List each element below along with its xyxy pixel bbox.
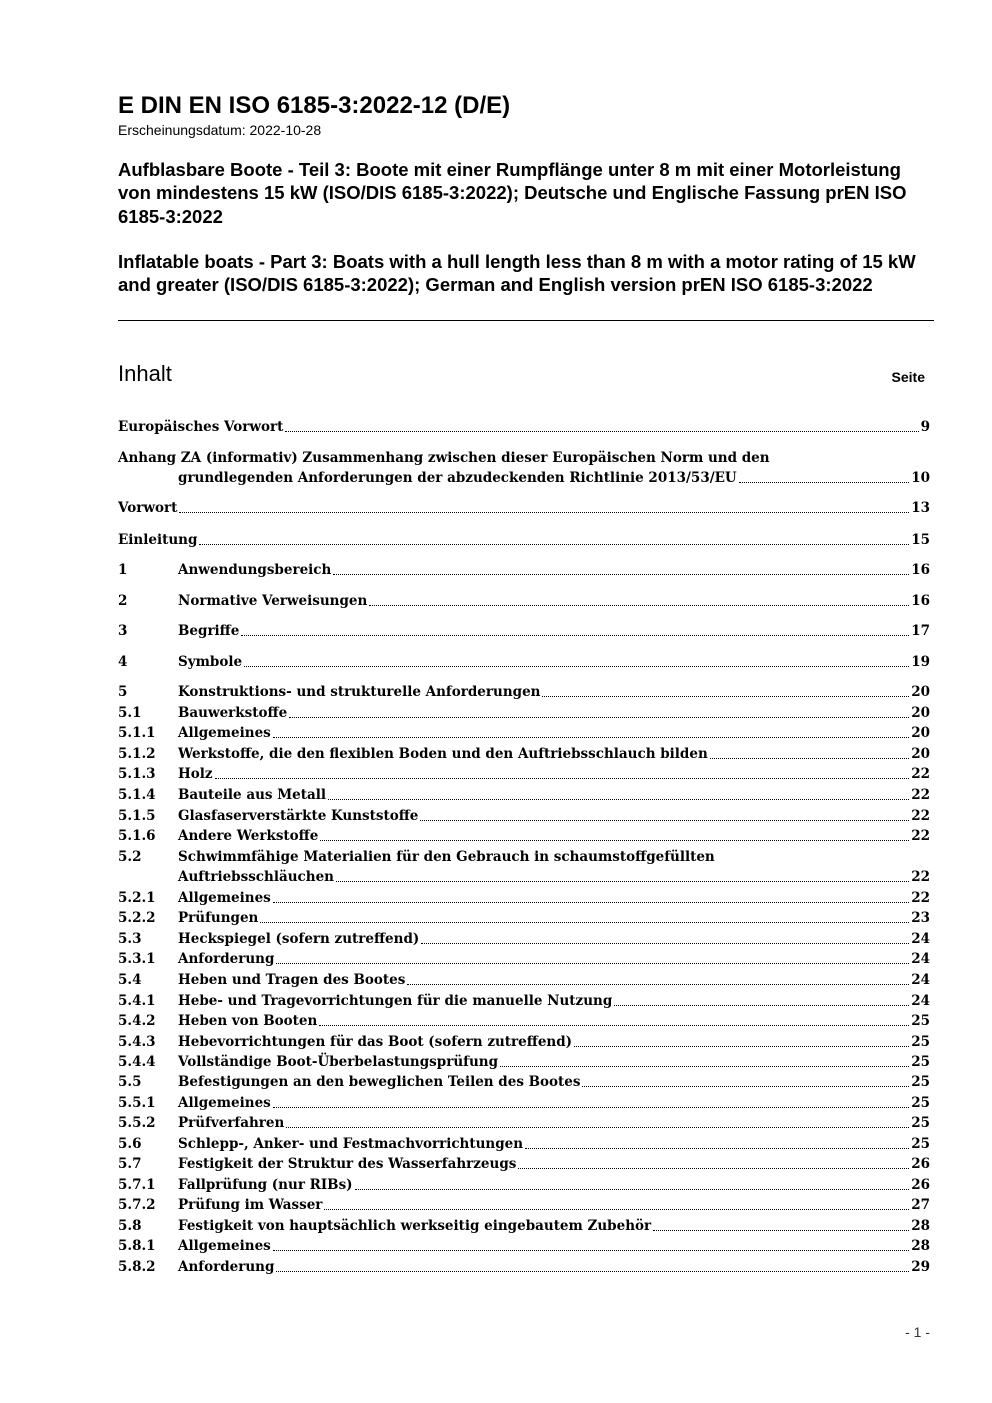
title-english: Inflatable boats - Part 3: Boats with a hull length less than 8 m with a motor rating of 15 kW and greater (ISO/DIS 6185-3:2022); German and English version prEN ISO 6185-3:2022 [118,251,916,296]
toc-entry[interactable] [118,1235,930,1255]
toc-entry-title: Symbole [178,654,243,670]
toc-entry-number: 5.4.3 [118,1034,156,1050]
toc-entry[interactable] [118,907,930,927]
toc-entry-number: 5.1.4 [118,787,156,803]
toc-entry-number: 5.1.3 [118,766,156,782]
toc-entry-page: 22 [911,828,930,844]
toc-entry-number: 5.8.1 [118,1238,156,1254]
toc-entry-number: 5.7.1 [118,1177,156,1193]
toc-entry[interactable] [118,825,930,845]
toc-entry-title: Europäisches Vorwort [118,419,284,435]
toc-entry-number: 2 [118,593,128,609]
toc-page-column-label: Seite [891,369,925,385]
toc-entry-page: 28 [911,1238,930,1254]
toc-leader-dots [199,544,909,545]
toc-entry[interactable] [118,743,930,763]
toc-entry-title: Allgemeines [178,725,271,741]
toc-entry-page: 24 [911,951,930,967]
toc-entry-title: Festigkeit von hauptsächlich werkseitig eingebautem Zubehör [178,1218,652,1234]
page-number: - 1 - [905,1324,930,1340]
toc-entry-title: Anhang ZA (informativ) Zusammenhang zwischen dieser Europäischen Norm und den [118,450,770,466]
toc-entry-number: 5.1.5 [118,808,156,824]
toc-entry-title: Allgemeines [178,1238,271,1254]
toc-entry[interactable] [118,928,930,948]
toc-entry[interactable] [118,447,930,487]
toc-entry-number: 5.8 [118,1218,142,1234]
toc-entry-number: 3 [118,623,128,639]
toc-leader-dots [273,902,909,903]
toc-leader-dots [286,1127,909,1128]
toc-entry-page: 19 [911,654,930,670]
toc-entry[interactable] [118,1112,930,1132]
toc-entry-page: 29 [911,1259,930,1275]
toc-entry-page: 15 [911,532,930,548]
toc-entry-title: Hebe- und Tragevorrichtungen für die manuelle Nutzung [178,993,613,1009]
toc-entry[interactable] [118,651,930,671]
toc-leader-dots [518,1168,909,1169]
toc-leader-dots [241,635,909,636]
toc-entry-page: 25 [911,1095,930,1111]
toc-entry-page: 27 [911,1197,930,1213]
toc-entry-number: 5.4.4 [118,1054,156,1070]
toc-entry[interactable] [118,948,930,968]
toc-entry-page: 9 [920,419,930,435]
toc-leader-dots [289,717,909,718]
toc-entry-number: 5.3 [118,931,142,947]
toc-entry-title-continued: Auftriebsschläuchen [178,869,334,885]
toc-entry[interactable] [118,763,930,783]
toc-entry-page: 22 [911,766,930,782]
toc-entry-title: Andere Werkstoffe [178,828,319,844]
toc-entry-title: Prüfung im Wasser [178,1197,323,1213]
toc-entry[interactable] [118,1133,930,1153]
toc-entry-title: Festigkeit der Struktur des Wasserfahrzeugs [178,1156,517,1172]
toc-leader-dots [369,605,909,606]
toc-entry-page: 20 [911,705,930,721]
toc-leader-dots [273,1107,909,1108]
toc-entry-number: 5.7.2 [118,1197,156,1213]
toc-entry-page: 22 [911,787,930,803]
toc-entry-number: 5.5.1 [118,1095,156,1111]
title-german: Aufblasbare Boote - Teil 3: Boote mit einer Rumpflänge unter 8 m mit einer Motorleistung von mindestens 15 kW (ISO/DIS 6185-3:2022); Deutsche und Englische Fassung prEN ISO 6185-3:2022 [118,159,907,227]
toc-entry-number: 5.4.2 [118,1013,156,1029]
toc-leader-dots [215,778,910,779]
toc-leader-dots [244,666,909,667]
toc-entry-number: 5.2 [118,849,142,865]
toc-entry-page: 20 [911,746,930,762]
toc-entry-page: 24 [911,972,930,988]
toc-leader-dots [421,943,909,944]
toc-entry-title: Fallprüfung (nur RIBs) [178,1177,353,1193]
toc-leader-dots [525,1148,909,1149]
toc-entry-number: 5 [118,684,128,700]
toc-entry-number: 5.3.1 [118,951,156,967]
toc-entry[interactable] [118,681,930,701]
toc-entry-title: Bauteile aus Metall [178,787,326,803]
toc-entry-number: 5.4.1 [118,993,156,1009]
toc-entry-title: Schwimmfähige Materialien für den Gebrauch in schaumstoffgefüllten [178,849,715,865]
toc-leader-dots [407,984,909,985]
toc-entry[interactable] [118,969,930,989]
toc-entry-title: Konstruktions- und strukturelle Anforderungen [178,684,541,700]
toc-entry-page: 24 [911,931,930,947]
toc-entry[interactable] [118,590,930,610]
toc-entry-number: 5.1.6 [118,828,156,844]
toc-leader-dots [276,963,909,964]
toc-leader-dots [500,1066,909,1067]
toc-leader-dots [319,1025,909,1026]
toc-leader-dots [355,1189,910,1190]
toc-entry-number: 5.2.1 [118,890,156,906]
toc-entry-title: Begriffe [178,623,240,639]
toc-entry-page: 16 [911,562,930,578]
toc-entry-page: 23 [911,910,930,926]
toc-leader-dots [574,1046,909,1047]
toc-leader-dots [336,881,909,882]
toc-entry-page: 22 [911,869,930,885]
toc-entry-number: 5.1.1 [118,725,156,741]
toc-entry[interactable] [118,805,930,825]
toc-entry-number: 5.4 [118,972,142,988]
toc-entry-title: Anforderung [178,951,275,967]
toc-leader-dots [273,1250,909,1251]
toc-entry-number: 5.5 [118,1074,142,1090]
toc-entry-page: 25 [911,1074,930,1090]
toc-entry[interactable] [118,722,930,742]
toc-entry[interactable] [118,1051,930,1071]
toc-entry[interactable] [118,784,930,804]
toc-entry[interactable] [118,702,930,722]
toc-entry-number: 5.7 [118,1156,142,1172]
toc-entry-page: 26 [911,1156,930,1172]
toc-entry-page: 25 [911,1034,930,1050]
toc-entry[interactable] [118,620,930,640]
toc-entry[interactable] [118,887,930,907]
toc-entry-title: Normative Verweisungen [178,593,368,609]
toc-leader-dots [276,1271,909,1272]
toc-leader-dots [320,840,909,841]
toc-entry-page: 16 [911,593,930,609]
toc-entry-number: 5.5.2 [118,1115,156,1131]
toc-entry-number: 5.1.2 [118,746,156,762]
toc-entry[interactable] [118,846,930,886]
toc-entry-number: 4 [118,654,128,670]
toc-entry-title: Einleitung [118,532,198,548]
toc-entry-number: 5.6 [118,1136,142,1152]
toc-entry-page: 22 [911,890,930,906]
toc-entry-page: 24 [911,993,930,1009]
toc-entry-number: 5.8.2 [118,1259,156,1275]
toc-entry[interactable] [118,416,930,436]
toc-entry-title-continued: grundlegenden Anforderungen der abzudeckenden Richtlinie 2013/53/EU [178,470,737,486]
toc-entry-title: Glasfaserverstärkte Kunststoffe [178,808,419,824]
toc-leader-dots [273,737,909,738]
toc-entry-page: 25 [911,1013,930,1029]
toc-heading: Inhalt [118,361,172,386]
toc-leader-dots [333,574,909,575]
toc-leader-dots [582,1086,909,1087]
toc-entry-page: 25 [911,1136,930,1152]
table-of-contents [118,0,930,1300]
toc-leader-dots [542,696,909,697]
toc-entry-page: 26 [911,1177,930,1193]
toc-entry-title: Vollständige Boot-Überbelastungsprüfung [178,1054,499,1070]
toc-leader-dots [260,922,909,923]
toc-entry[interactable] [118,1194,930,1214]
toc-leader-dots [285,431,918,432]
toc-entry-title: Hebevorrichtungen für das Boot (sofern zutreffend) [178,1034,573,1050]
toc-entry-page: 17 [911,623,930,639]
toc-leader-dots [710,758,909,759]
toc-entry[interactable] [118,1010,930,1030]
toc-entry-title: Allgemeines [178,1095,271,1111]
toc-entry-title: Heckspiegel (sofern zutreffend) [178,931,420,947]
toc-entry-number: 5.2.2 [118,910,156,926]
toc-leader-dots [653,1230,909,1231]
toc-entry[interactable] [118,1174,930,1194]
toc-entry-title: Werkstoffe, die den flexiblen Boden und den Auftriebsschlauch bilden [178,746,708,762]
toc-entry[interactable] [118,497,930,517]
toc-entry-page: 20 [911,684,930,700]
toc-entry-title: Anforderung [178,1259,275,1275]
document-title: E DIN EN ISO 6185-3:2022-12 (D/E) [118,92,511,119]
toc-entry-number: 1 [118,562,128,578]
toc-entry-title: Anwendungsbereich [178,562,332,578]
toc-entry-title: Bauwerkstoffe [178,705,288,721]
toc-entry[interactable] [118,1031,930,1051]
toc-entry-page: 20 [911,725,930,741]
toc-entry[interactable] [118,1092,930,1112]
toc-entry-page: 10 [911,470,930,486]
toc-entry-title: Vorwort [118,500,178,516]
toc-leader-dots [614,1005,909,1006]
toc-entry-number: 5.1 [118,705,142,721]
toc-entry-page: 22 [911,808,930,824]
toc-entry-page: 25 [911,1115,930,1131]
toc-entry-title: Heben von Booten [178,1013,318,1029]
toc-entry-page: 25 [911,1054,930,1070]
toc-entry-title: Holz [178,766,213,782]
toc-entry-page: 13 [911,500,930,516]
toc-leader-dots [328,799,909,800]
toc-entry-title: Schlepp-, Anker- und Festmachvorrichtungen [178,1136,524,1152]
toc-leader-dots [420,820,909,821]
toc-entry[interactable] [118,529,930,549]
publication-date: Erscheinungsdatum: 2022-10-28 [118,122,322,138]
toc-entry-title: Heben und Tragen des Bootes [178,972,406,988]
toc-entry[interactable] [118,990,930,1010]
toc-leader-dots [324,1209,909,1210]
toc-entry-page: 28 [911,1218,930,1234]
toc-entry-title: Prüfungen [178,910,259,926]
toc-leader-dots [739,482,909,483]
toc-entry[interactable] [118,1153,930,1173]
toc-entry[interactable] [118,1256,930,1276]
toc-entry-title: Allgemeines [178,890,271,906]
toc-entry-title: Prüfverfahren [178,1115,285,1131]
toc-entry[interactable] [118,1215,930,1235]
toc-entry[interactable] [118,1071,930,1091]
toc-entry-title: Befestigungen an den beweglichen Teilen des Bootes [178,1074,581,1090]
toc-leader-dots [179,512,909,513]
toc-entry[interactable] [118,559,930,579]
